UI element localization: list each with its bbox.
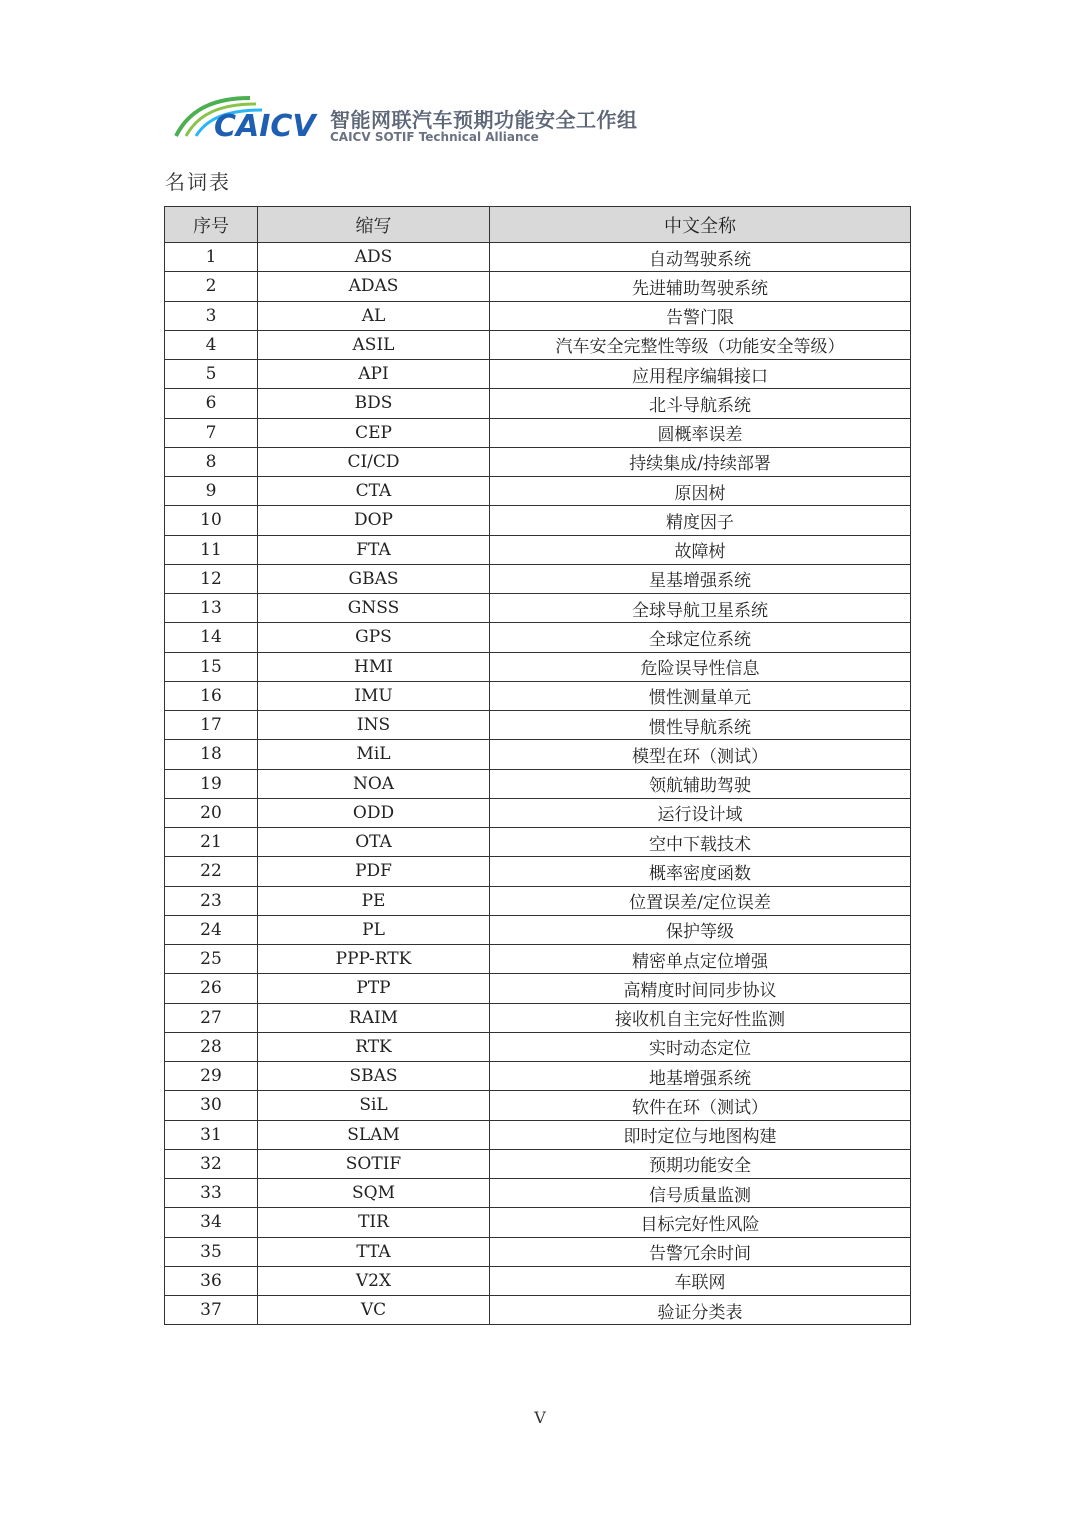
cell-index: 10 xyxy=(165,506,258,535)
cell-abbreviation: ODD xyxy=(258,798,490,827)
cell-index: 7 xyxy=(165,418,258,447)
cell-index: 24 xyxy=(165,915,258,944)
table-header-row xyxy=(165,207,911,243)
cell-abbreviation: PL xyxy=(258,915,490,944)
cell-index: 15 xyxy=(165,652,258,681)
table-row xyxy=(165,564,911,593)
cell-full-name: 保护等级 xyxy=(490,915,911,944)
cell-index: 25 xyxy=(165,945,258,974)
table-row xyxy=(165,1062,911,1091)
table-row xyxy=(165,828,911,857)
cell-full-name: 空中下载技术 xyxy=(490,828,911,857)
cell-abbreviation: ASIL xyxy=(258,330,490,359)
cell-abbreviation: PDF xyxy=(258,857,490,886)
cell-index: 8 xyxy=(165,447,258,476)
column-header-full-name: 中文全称 xyxy=(490,207,911,243)
table-row xyxy=(165,711,911,740)
table-row xyxy=(165,974,911,1003)
table-row xyxy=(165,1120,911,1149)
cell-index: 17 xyxy=(165,711,258,740)
table-row xyxy=(165,1032,911,1061)
cell-index: 23 xyxy=(165,886,258,915)
page-number: V xyxy=(534,1408,546,1427)
cell-index: 26 xyxy=(165,974,258,1003)
logo-text: CAICV xyxy=(214,109,316,144)
cell-full-name: 危险误导性信息 xyxy=(490,652,911,681)
column-header-index: 序号 xyxy=(165,207,258,243)
cell-abbreviation: IMU xyxy=(258,681,490,710)
cell-abbreviation: NOA xyxy=(258,769,490,798)
table-row xyxy=(165,1237,911,1266)
table-row xyxy=(165,652,911,681)
cell-index: 1 xyxy=(165,243,258,272)
org-name-en: CAICV SOTIF Technical Alliance xyxy=(330,130,539,144)
cell-full-name: 星基增强系统 xyxy=(490,564,911,593)
cell-index: 4 xyxy=(165,330,258,359)
table-row xyxy=(165,594,911,623)
cell-abbreviation: GBAS xyxy=(258,564,490,593)
cell-abbreviation: V2X xyxy=(258,1266,490,1295)
cell-abbreviation: RAIM xyxy=(258,1003,490,1032)
cell-abbreviation: PE xyxy=(258,886,490,915)
cell-index: 36 xyxy=(165,1266,258,1295)
cell-index: 28 xyxy=(165,1032,258,1061)
cell-abbreviation: TTA xyxy=(258,1237,490,1266)
cell-index: 18 xyxy=(165,740,258,769)
cell-full-name: 应用程序编辑接口 xyxy=(490,360,911,389)
table-row xyxy=(165,623,911,652)
cell-abbreviation: VC xyxy=(258,1296,490,1325)
glossary-table-body xyxy=(165,243,911,1325)
cell-full-name: 预期功能安全 xyxy=(490,1149,911,1178)
glossary-table xyxy=(164,206,911,1325)
cell-full-name: 运行设计域 xyxy=(490,798,911,827)
cell-index: 27 xyxy=(165,1003,258,1032)
cell-index: 9 xyxy=(165,477,258,506)
caicv-logo xyxy=(170,92,322,150)
cell-abbreviation: RTK xyxy=(258,1032,490,1061)
table-row xyxy=(165,1296,911,1325)
cell-abbreviation: SQM xyxy=(258,1179,490,1208)
cell-full-name: 信号质量监测 xyxy=(490,1179,911,1208)
table-row xyxy=(165,886,911,915)
cell-full-name: 告警门限 xyxy=(490,301,911,330)
cell-abbreviation: MiL xyxy=(258,740,490,769)
cell-full-name: 持续集成/持续部署 xyxy=(490,447,911,476)
cell-index: 2 xyxy=(165,272,258,301)
cell-abbreviation: GNSS xyxy=(258,594,490,623)
cell-index: 12 xyxy=(165,564,258,593)
cell-index: 34 xyxy=(165,1208,258,1237)
cell-abbreviation: SiL xyxy=(258,1091,490,1120)
cell-full-name: 实时动态定位 xyxy=(490,1032,911,1061)
cell-abbreviation: PTP xyxy=(258,974,490,1003)
cell-full-name: 即时定位与地图构建 xyxy=(490,1120,911,1149)
table-row xyxy=(165,681,911,710)
cell-abbreviation: CI/CD xyxy=(258,447,490,476)
table-row xyxy=(165,418,911,447)
cell-abbreviation: ADAS xyxy=(258,272,490,301)
cell-abbreviation: CTA xyxy=(258,477,490,506)
table-row xyxy=(165,535,911,564)
cell-full-name: 汽车安全完整性等级（功能安全等级） xyxy=(490,330,911,359)
cell-full-name: 精度因子 xyxy=(490,506,911,535)
table-row xyxy=(165,1149,911,1178)
cell-full-name: 圆概率误差 xyxy=(490,418,911,447)
cell-abbreviation: GPS xyxy=(258,623,490,652)
cell-full-name: 领航辅助驾驶 xyxy=(490,769,911,798)
cell-index: 16 xyxy=(165,681,258,710)
table-row xyxy=(165,1266,911,1295)
cell-index: 14 xyxy=(165,623,258,652)
cell-index: 35 xyxy=(165,1237,258,1266)
cell-full-name: 精密单点定位增强 xyxy=(490,945,911,974)
cell-full-name: 故障树 xyxy=(490,535,911,564)
cell-index: 37 xyxy=(165,1296,258,1325)
cell-abbreviation: SLAM xyxy=(258,1120,490,1149)
cell-abbreviation: FTA xyxy=(258,535,490,564)
cell-index: 31 xyxy=(165,1120,258,1149)
cell-index: 32 xyxy=(165,1149,258,1178)
table-row xyxy=(165,389,911,418)
cell-index: 19 xyxy=(165,769,258,798)
cell-index: 13 xyxy=(165,594,258,623)
cell-abbreviation: AL xyxy=(258,301,490,330)
table-row xyxy=(165,1091,911,1120)
cell-full-name: 惯性测量单元 xyxy=(490,681,911,710)
table-row xyxy=(165,1179,911,1208)
table-row xyxy=(165,506,911,535)
table-row xyxy=(165,769,911,798)
table-row xyxy=(165,915,911,944)
table-row xyxy=(165,243,911,272)
cell-full-name: 告警冗余时间 xyxy=(490,1237,911,1266)
table-row xyxy=(165,1003,911,1032)
table-row xyxy=(165,330,911,359)
cell-full-name: 先进辅助驾驶系统 xyxy=(490,272,911,301)
cell-index: 29 xyxy=(165,1062,258,1091)
cell-index: 5 xyxy=(165,360,258,389)
cell-full-name: 全球定位系统 xyxy=(490,623,911,652)
cell-full-name: 概率密度函数 xyxy=(490,857,911,886)
cell-abbreviation: ADS xyxy=(258,243,490,272)
cell-abbreviation: DOP xyxy=(258,506,490,535)
table-row xyxy=(165,1208,911,1237)
cell-abbreviation: SBAS xyxy=(258,1062,490,1091)
table-row xyxy=(165,798,911,827)
table-row xyxy=(165,301,911,330)
page-title: 名词表 xyxy=(165,170,231,194)
cell-full-name: 接收机自主完好性监测 xyxy=(490,1003,911,1032)
cell-abbreviation: BDS xyxy=(258,389,490,418)
header xyxy=(170,92,690,152)
cell-index: 3 xyxy=(165,301,258,330)
cell-abbreviation: CEP xyxy=(258,418,490,447)
cell-full-name: 地基增强系统 xyxy=(490,1062,911,1091)
table-row xyxy=(165,857,911,886)
cell-abbreviation: INS xyxy=(258,711,490,740)
cell-index: 20 xyxy=(165,798,258,827)
cell-abbreviation: PPP-RTK xyxy=(258,945,490,974)
table-row xyxy=(165,945,911,974)
table-row xyxy=(165,477,911,506)
cell-abbreviation: TIR xyxy=(258,1208,490,1237)
cell-abbreviation: HMI xyxy=(258,652,490,681)
table-row xyxy=(165,740,911,769)
cell-full-name: 位置误差/定位误差 xyxy=(490,886,911,915)
cell-index: 21 xyxy=(165,828,258,857)
cell-full-name: 软件在环（测试） xyxy=(490,1091,911,1120)
table-row xyxy=(165,360,911,389)
column-header-abbreviation: 缩写 xyxy=(258,207,490,243)
cell-full-name: 自动驾驶系统 xyxy=(490,243,911,272)
cell-full-name: 验证分类表 xyxy=(490,1296,911,1325)
table-row xyxy=(165,447,911,476)
cell-abbreviation: API xyxy=(258,360,490,389)
cell-full-name: 全球导航卫星系统 xyxy=(490,594,911,623)
cell-index: 30 xyxy=(165,1091,258,1120)
cell-full-name: 目标完好性风险 xyxy=(490,1208,911,1237)
cell-abbreviation: SOTIF xyxy=(258,1149,490,1178)
cell-full-name: 北斗导航系统 xyxy=(490,389,911,418)
cell-abbreviation: OTA xyxy=(258,828,490,857)
org-name-cn: 智能网联汽车预期功能安全工作组 xyxy=(330,108,638,132)
table-row xyxy=(165,272,911,301)
cell-full-name: 车联网 xyxy=(490,1266,911,1295)
cell-full-name: 原因树 xyxy=(490,477,911,506)
cell-full-name: 模型在环（测试） xyxy=(490,740,911,769)
cell-index: 22 xyxy=(165,857,258,886)
cell-full-name: 惯性导航系统 xyxy=(490,711,911,740)
cell-index: 33 xyxy=(165,1179,258,1208)
cell-full-name: 高精度时间同步协议 xyxy=(490,974,911,1003)
cell-index: 11 xyxy=(165,535,258,564)
cell-index: 6 xyxy=(165,389,258,418)
